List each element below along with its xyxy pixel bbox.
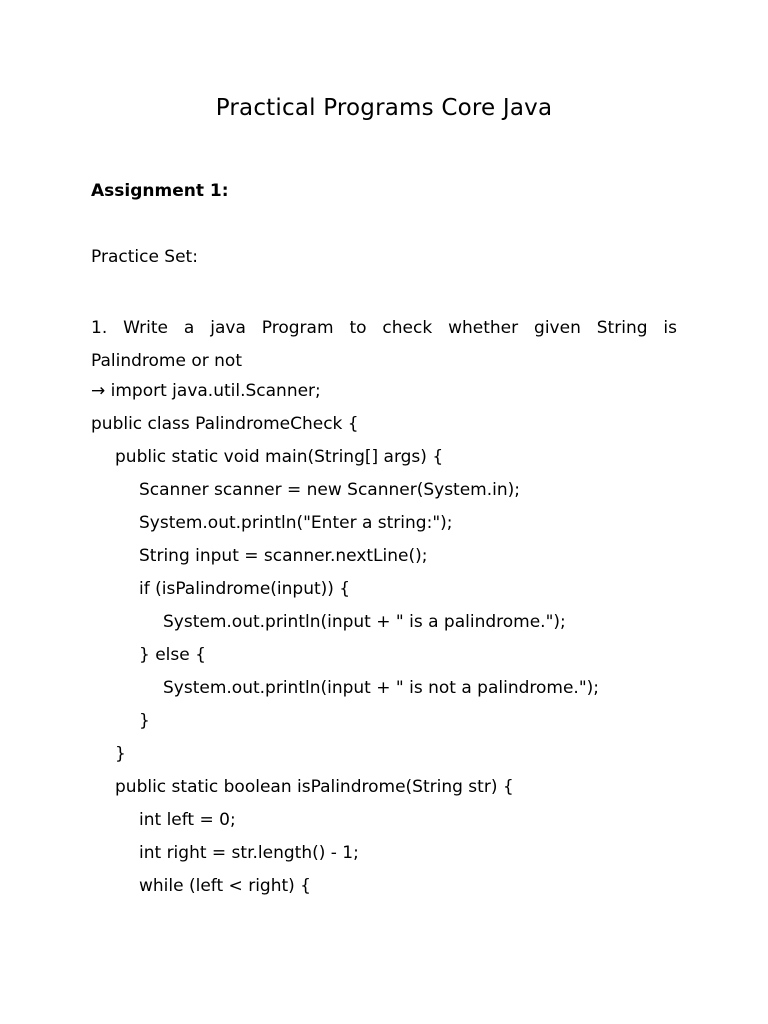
assignment-heading: Assignment 1:: [91, 181, 229, 201]
code-line: Scanner scanner = new Scanner(System.in);: [139, 480, 521, 500]
code-line: }: [115, 744, 126, 764]
code-line: while (left < right) {: [139, 876, 312, 896]
code-line: int right = str.length() - 1;: [139, 843, 359, 863]
code-line: }: [139, 711, 150, 731]
code-block: [91, 375, 599, 903]
question-line-2: Palindrome or not: [91, 351, 242, 371]
code-line: } else {: [139, 645, 206, 665]
code-line: if (isPalindrome(input)) {: [139, 579, 351, 599]
code-line: System.out.println("Enter a string:");: [139, 513, 453, 533]
code-line: System.out.println(input + " is a palindrome.");: [163, 612, 566, 632]
code-line: int left = 0;: [139, 810, 236, 830]
code-line: System.out.println(input + " is not a palindrome.");: [163, 678, 600, 698]
code-line: public class PalindromeCheck {: [91, 414, 359, 434]
question-line-1: 1. Write a java Program to check whether given String is: [91, 318, 677, 338]
code-line: String input = scanner.nextLine();: [139, 546, 428, 566]
code-line: → import java.util.Scanner;: [91, 381, 321, 401]
page-title: Practical Programs Core Java: [215, 95, 553, 121]
practice-set-label: Practice Set:: [91, 247, 198, 267]
code-line: public static void main(String[] args) {: [115, 447, 444, 467]
code-line: public static boolean isPalindrome(String str) {: [115, 777, 514, 797]
question-text: [91, 312, 677, 378]
